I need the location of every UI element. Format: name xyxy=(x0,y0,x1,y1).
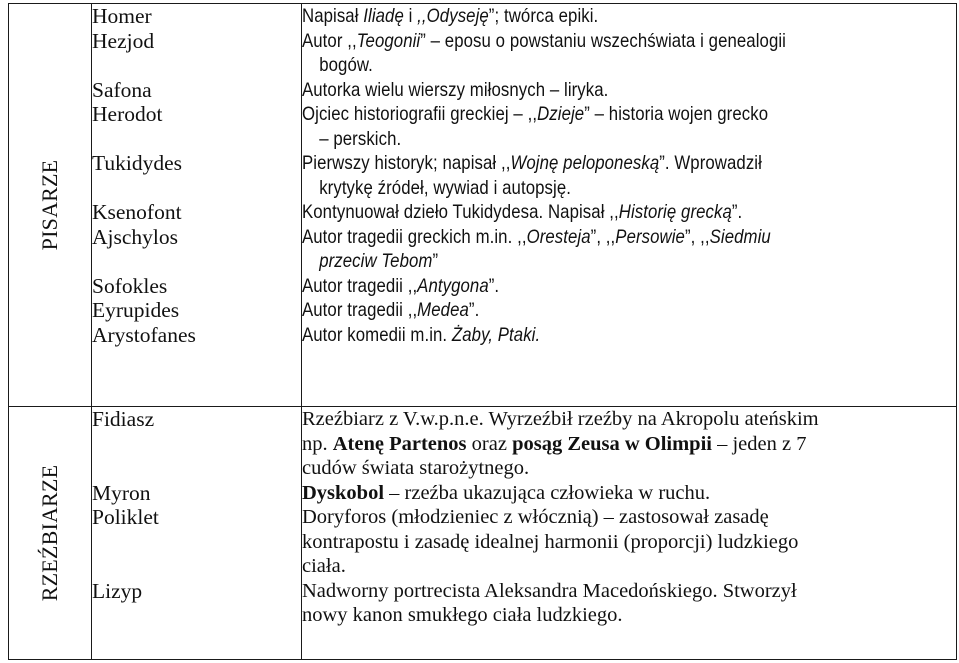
text-run: Pierwszy historyk; napisał ,, xyxy=(302,152,511,174)
text-run: Napisał xyxy=(302,5,364,27)
writers-description xyxy=(302,151,956,200)
text-run: Autor tragedii ,, xyxy=(302,274,418,297)
text-run: – jeden z 7 xyxy=(711,432,807,455)
sculptors-names-cell xyxy=(92,407,302,660)
text-run: ”. xyxy=(488,274,500,297)
writers-description xyxy=(302,298,956,323)
text-run: Autor tragedii greckich m.in. ,, xyxy=(302,225,527,248)
sculptors-name: Myron xyxy=(92,480,151,505)
text-run: ”, ,, xyxy=(684,225,710,248)
text-run: Atenę Partenos xyxy=(332,432,467,455)
text-run: kontrapostu i zasadę idealnej harmonii (proporcji) ludzkiego xyxy=(302,530,799,553)
text-run: ”. xyxy=(731,201,743,223)
description-line xyxy=(302,249,864,274)
writers-section xyxy=(9,4,957,407)
text-run: Medea xyxy=(417,299,469,321)
text-run: posąg Zeusa w Olimpii xyxy=(512,432,712,455)
sculptors-descriptions-cell xyxy=(302,407,957,660)
description-line xyxy=(302,225,864,250)
text-run: Teogonii xyxy=(356,29,421,52)
writers-names-cell xyxy=(92,4,302,407)
text-run: Żaby, Ptaki. xyxy=(451,323,541,346)
text-run: Iliadę xyxy=(363,5,404,27)
writers-category-cell xyxy=(9,4,92,407)
description-line xyxy=(302,481,956,506)
text-run: Dyskobol xyxy=(302,481,385,504)
description-line xyxy=(302,200,864,225)
description-line xyxy=(302,603,956,628)
writers-name: Eyrupides xyxy=(92,298,180,322)
text-run: ,,Odyseję xyxy=(417,5,489,27)
description-line xyxy=(302,4,864,29)
writers-name: Tukidydes xyxy=(92,151,183,175)
text-run: nowy kanon smukłego ciała ludzkiego. xyxy=(302,604,623,626)
description-line xyxy=(302,298,864,323)
writers-name: Herodot xyxy=(92,102,163,126)
writers-description xyxy=(302,200,956,225)
sculptors-name: Fidiasz xyxy=(92,407,155,431)
writers-name: Homer xyxy=(92,4,152,28)
writers-description xyxy=(302,274,956,299)
text-run: Rzeźbiarz z V.w.p.n.e. Wyrzeźbił rzeźby na Akropolu ateńskim xyxy=(302,408,819,430)
text-run: krytykę źródeł, wywiad i autopsję. xyxy=(319,176,571,199)
sculptors-description xyxy=(302,481,956,506)
text-run: Kontynuował dzieło Tukidydesa. Napisał ,, xyxy=(302,201,619,223)
writers-description xyxy=(302,29,956,78)
writers-name: Ajschylos xyxy=(92,224,178,249)
text-run: Nadworny portrecista Aleksandra Macedońskiego. Stworzył xyxy=(302,579,797,602)
text-run: Autor ,, xyxy=(302,29,357,52)
text-run: Persowie xyxy=(615,225,685,248)
writers-description xyxy=(302,102,956,151)
writers-name: Arystofanes xyxy=(92,322,196,347)
sculptors-category-label: RZEŹBIARZE xyxy=(37,464,62,602)
writers-name: Hezjod xyxy=(92,28,155,53)
description-line xyxy=(302,323,864,348)
text-run: oraz xyxy=(466,432,513,455)
text-run: Oresteja xyxy=(526,225,591,248)
writers-name: Ksenofont xyxy=(92,200,182,224)
text-run: Autor tragedii ,, xyxy=(302,299,418,321)
text-run: ” – eposu o powstaniu wszechświata i genealogii xyxy=(420,29,786,52)
description-line xyxy=(302,432,956,457)
text-run: bogów. xyxy=(319,54,373,76)
sculptors-category-cell xyxy=(9,407,92,660)
writers-description xyxy=(302,323,956,348)
text-run: Wojnę peloponeską xyxy=(510,152,660,174)
description-line xyxy=(302,530,956,555)
sculptors-description xyxy=(302,579,956,628)
description-line xyxy=(302,127,864,152)
text-run: Autor komedii m.in. xyxy=(302,323,452,346)
text-run: przeciw Tebom xyxy=(319,250,433,272)
text-run: ”. Wprowadził xyxy=(659,152,762,174)
sculptors-description xyxy=(302,407,956,481)
description-line xyxy=(302,53,864,78)
writers-descriptions-cell xyxy=(302,4,957,407)
text-run: Ojciec historiografii greckiej – ,, xyxy=(302,103,538,125)
text-run: ” – historia wojen grecko xyxy=(584,103,769,125)
text-run: Siedmiu xyxy=(709,225,771,248)
text-run: Autorka wielu wierszy miłosnych – liryka. xyxy=(302,78,609,101)
description-line xyxy=(302,579,956,604)
sculptors-description xyxy=(302,505,956,579)
writers-name: Sofokles xyxy=(92,273,168,298)
writers-category-label: PISARZE xyxy=(37,159,62,251)
text-run: Doryforos (młodzieniec z włócznią) – zastosował zasadę xyxy=(302,506,769,528)
description-line xyxy=(302,407,956,432)
text-run: ”, ,, xyxy=(590,225,616,248)
description-line xyxy=(302,505,956,530)
writers-name: Safona xyxy=(92,77,152,102)
text-run: ”; twórca epiki. xyxy=(488,5,599,27)
text-run: ciała. xyxy=(302,555,346,577)
writers-description xyxy=(302,225,956,274)
text-run: ” xyxy=(432,250,439,272)
text-run: Historię grecką xyxy=(618,201,732,223)
description-line xyxy=(302,102,864,127)
description-line xyxy=(302,151,864,176)
text-run: cudów świata starożytnego. xyxy=(302,457,530,479)
text-run: – rzeźba ukazująca człowieka w ruchu. xyxy=(384,481,711,504)
sculptors-section xyxy=(9,407,957,660)
description-line xyxy=(302,274,864,299)
sculptors-name: Poliklet xyxy=(92,505,159,529)
text-run: i xyxy=(403,5,418,27)
writers-description xyxy=(302,78,956,103)
writers-description xyxy=(302,4,956,29)
authors-table xyxy=(8,3,957,660)
text-run: ”. xyxy=(468,299,480,321)
description-line xyxy=(302,456,956,481)
text-run: np. xyxy=(302,432,333,455)
description-line xyxy=(302,176,864,201)
description-line xyxy=(302,554,956,579)
sculptors-name: Lizyp xyxy=(92,578,143,603)
description-line xyxy=(302,78,864,103)
text-run: Dzieje xyxy=(537,103,585,125)
text-run: – perskich. xyxy=(319,127,402,150)
description-line xyxy=(302,29,864,54)
text-run: Antygona xyxy=(417,274,489,297)
